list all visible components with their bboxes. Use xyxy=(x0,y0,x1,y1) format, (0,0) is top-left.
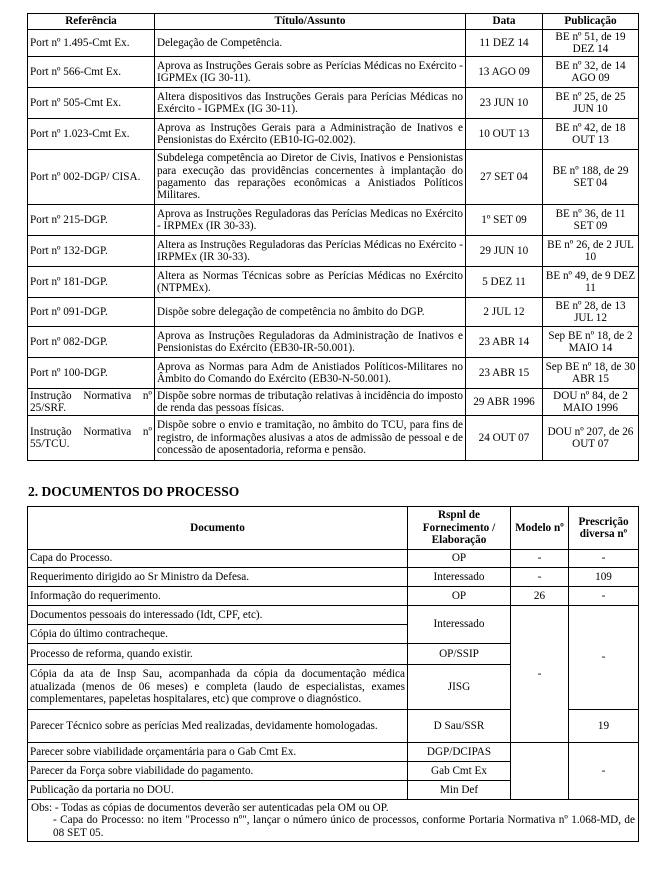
table-row xyxy=(28,416,639,461)
table-row xyxy=(28,298,639,327)
resp-cell: Interessado xyxy=(408,606,511,644)
pub-cell: DOU nº 84, de 2 MAIO 1996 xyxy=(543,389,639,416)
doc-cell: Requerimento dirigido ao Sr Ministro da Defesa. xyxy=(28,568,408,587)
resp-cell: OP xyxy=(408,550,511,568)
presc-cell: - xyxy=(569,606,639,710)
doc-cell: Parecer da Força sobre viabilidade do pagamento. xyxy=(28,762,408,781)
date-cell: 2 JUL 12 xyxy=(466,298,543,327)
legislation-table-body xyxy=(28,30,639,461)
date-cell: 23 ABR 14 xyxy=(466,327,543,358)
header-prescricao: Prescrição diversa nº xyxy=(569,507,639,550)
title-cell: Altera as Instruções Reguladoras das Perícias Médicas no Exército - IRPMEx (IR 30-33). xyxy=(155,236,466,267)
title-cell: Subdelega competência ao Diretor de Civis, Inativos e Pensionistas para execução das providências concernentes à implantação do pagamento das reparações econômicas a Anistiados Políticos Militares. xyxy=(155,150,466,205)
ref-cell: Port nº 181-DGP. xyxy=(28,267,155,298)
pub-cell: BE nº 49, de 9 DEZ 11 xyxy=(543,267,639,298)
table-row xyxy=(28,119,639,150)
pub-cell: BE nº 26, de 2 JUL 10 xyxy=(543,236,639,267)
header-referencia: Referência xyxy=(28,14,155,30)
title-cell: Aprova as Normas para Adm de Anistiados Políticos-Militares no Âmbito do Comando do Exército (EB30-N-50.001). xyxy=(155,358,466,389)
date-cell: 27 SET 04 xyxy=(466,150,543,205)
doc-cell: Documentos pessoais do interessado (Idt, CPF, etc). xyxy=(28,606,408,625)
table-row xyxy=(28,327,639,358)
ref-cell: Port nº 002-DGP/ CISA. xyxy=(28,150,155,205)
title-cell: Dispõe sobre o envio e tramitação, no âmbito do TCU, para fins de registro, de informações alusivas a atos de admissão de pessoal e de concessão de aposentadoria, reforma e pensão. xyxy=(155,416,466,461)
date-cell: 1º SET 09 xyxy=(466,205,543,236)
title-cell: Aprova as Instruções Gerais para a Administração de Inativos e Pensionistas do Exército (EB10-IG-02.002). xyxy=(155,119,466,150)
presc-cell: 19 xyxy=(569,710,639,743)
ref-cell: Port nº 1.495-Cmt Ex. xyxy=(28,30,155,57)
presc-cell: - xyxy=(569,743,639,800)
ref-cell: Port nº 566-Cmt Ex. xyxy=(28,57,155,88)
date-cell: 5 DEZ 11 xyxy=(466,267,543,298)
title-cell: Dispõe sobre normas de tributação relativas à incidência do imposto de renda das pessoas físicas. xyxy=(155,389,466,416)
table-row xyxy=(28,205,639,236)
pub-cell: BE nº 188, de 29 SET 04 xyxy=(543,150,639,205)
header-publicacao: Publicação xyxy=(543,14,639,30)
doc-cell: Informação do requerimento. xyxy=(28,587,408,606)
model-cell-empty xyxy=(511,781,569,800)
legislation-table xyxy=(27,13,639,461)
model-cell: - xyxy=(511,550,569,568)
title-cell: Altera as Normas Técnicas sobre as Perícias Médicas no Exército (NTPMEx). xyxy=(155,267,466,298)
model-cell: 26 xyxy=(511,587,569,606)
date-cell: 13 AGO 09 xyxy=(466,57,543,88)
title-cell: Aprova as Instruções Reguladoras das Perícias Medicas no Exército - IRPMEx (IR 30-33). xyxy=(155,205,466,236)
resp-cell: D Sau/SSR xyxy=(408,710,511,743)
date-cell: 29 JUN 10 xyxy=(466,236,543,267)
presc-cell: - xyxy=(569,587,639,606)
table-row xyxy=(28,30,639,57)
title-cell: Delegação de Competência. xyxy=(155,30,466,57)
model-cell-empty xyxy=(511,743,569,762)
section-title: 2. DOCUMENTOS DO PROCESSO xyxy=(28,484,240,499)
header-documento: Documento xyxy=(28,507,408,550)
table-row xyxy=(28,57,639,88)
presc-cell: - xyxy=(569,550,639,568)
date-cell: 23 ABR 15 xyxy=(466,358,543,389)
title-cell: Dispõe sobre delegação de competência no âmbito do DGP. xyxy=(155,298,466,327)
model-cell-empty xyxy=(511,762,569,781)
header-rspnl: Rspnl de Fornecimento / Elaboração xyxy=(408,507,511,550)
pub-cell: BE nº 28, de 13 JUL 12 xyxy=(543,298,639,327)
doc-cell: Parecer Técnico sobre as perícias Med realizadas, devidamente homologadas. xyxy=(28,710,408,743)
ref-cell: Instrução Normativa nº 55/TCU. xyxy=(28,416,155,461)
header-modelo: Modelo nº xyxy=(511,507,569,550)
doc-cell: Processo de reforma, quando existir. xyxy=(28,644,408,665)
doc-cell: Cópia do último contracheque. xyxy=(28,625,408,644)
ref-cell: Port nº 082-DGP. xyxy=(28,327,155,358)
table-row xyxy=(28,236,639,267)
ref-cell: Port nº 132-DGP. xyxy=(28,236,155,267)
table-row xyxy=(28,267,639,298)
pub-cell: Sep BE nº 18, de 30 ABR 15 xyxy=(543,358,639,389)
date-cell: 24 OUT 07 xyxy=(466,416,543,461)
table-row xyxy=(28,150,639,205)
pub-cell: BE nº 36, de 11 SET 09 xyxy=(543,205,639,236)
ref-cell: Port nº 1.023-Cmt Ex. xyxy=(28,119,155,150)
table-row xyxy=(28,389,639,416)
doc-cell: Publicação da portaria no DOU. xyxy=(28,781,408,800)
table-row xyxy=(28,358,639,389)
title-cell: Aprova as Instruções Reguladoras da Administração de Inativos e Pensionistas do Exército (EB30-IR-50.001). xyxy=(155,327,466,358)
ref-cell: Port nº 505-Cmt Ex. xyxy=(28,88,155,119)
resp-cell: OP xyxy=(408,587,511,606)
resp-cell: Min Def xyxy=(408,781,511,800)
resp-cell: Interessado xyxy=(408,568,511,587)
resp-cell: Gab Cmt Ex xyxy=(408,762,511,781)
date-cell: 23 JUN 10 xyxy=(466,88,543,119)
pub-cell: BE nº 25, de 25 JUN 10 xyxy=(543,88,639,119)
ref-cell: Port nº 215-DGP. xyxy=(28,205,155,236)
presc-cell: 109 xyxy=(569,568,639,587)
pub-cell: BE nº 42, de 18 OUT 13 xyxy=(543,119,639,150)
documents-table xyxy=(27,506,639,842)
title-cell: Altera dispositivos das Instruções Gerais para Perícias Médicas no Exército - IGPMEx (IG 30-11). xyxy=(155,88,466,119)
date-cell: 29 ABR 1996 xyxy=(466,389,543,416)
resp-cell: JISG xyxy=(408,665,511,710)
ref-cell: Port nº 091-DGP. xyxy=(28,298,155,327)
obs-line-1: Obs: - Todas as cópias de documentos deverão ser autenticadas pela OM ou OP. xyxy=(31,802,389,814)
title-cell: Aprova as Instruções Gerais sobre as Perícias Médicas no Exército - IGPMEx (IG 30-11). xyxy=(155,57,466,88)
pub-cell: BE nº 51, de 19 DEZ 14 xyxy=(543,30,639,57)
ref-cell: Port nº 100-DGP. xyxy=(28,358,155,389)
table-row xyxy=(28,88,639,119)
doc-cell: Cópia da ata de Insp Sau, acompanhada da cópia da documentação médica atualizada (menos de 06 meses) e completa (laudo de especialistas, exames complementares, papeletas hospitalares, etc) que comprove o diagnóstico. xyxy=(28,665,408,710)
obs-line-2: - Capa do Processo: no item "Processo nº", lançar o número único de processos, conforme Portaria Normativa nº 1.068-MD, de 08 SET 05. xyxy=(53,814,635,839)
resp-cell: OP/SSIP xyxy=(408,644,511,665)
resp-cell: DGP/DCIPAS xyxy=(408,743,511,762)
model-cell: - xyxy=(511,606,569,743)
pub-cell: DOU nº 207, de 26 OUT 07 xyxy=(543,416,639,461)
doc-cell: Capa do Processo. xyxy=(28,550,408,568)
pub-cell: BE nº 32, de 14 AGO 09 xyxy=(543,57,639,88)
ref-cell: Instrução Normativa nº 25/SRF. xyxy=(28,389,155,416)
date-cell: 11 DEZ 14 xyxy=(466,30,543,57)
doc-cell: Parecer sobre viabilidade orçamentária para o Gab Cmt Ex. xyxy=(28,743,408,762)
model-cell: - xyxy=(511,568,569,587)
header-titulo: Título/Assunto xyxy=(155,14,466,30)
header-data: Data xyxy=(466,14,543,30)
observations xyxy=(28,800,639,842)
date-cell: 10 OUT 13 xyxy=(466,119,543,150)
pub-cell: Sep BE nº 18, de 2 MAIO 14 xyxy=(543,327,639,358)
